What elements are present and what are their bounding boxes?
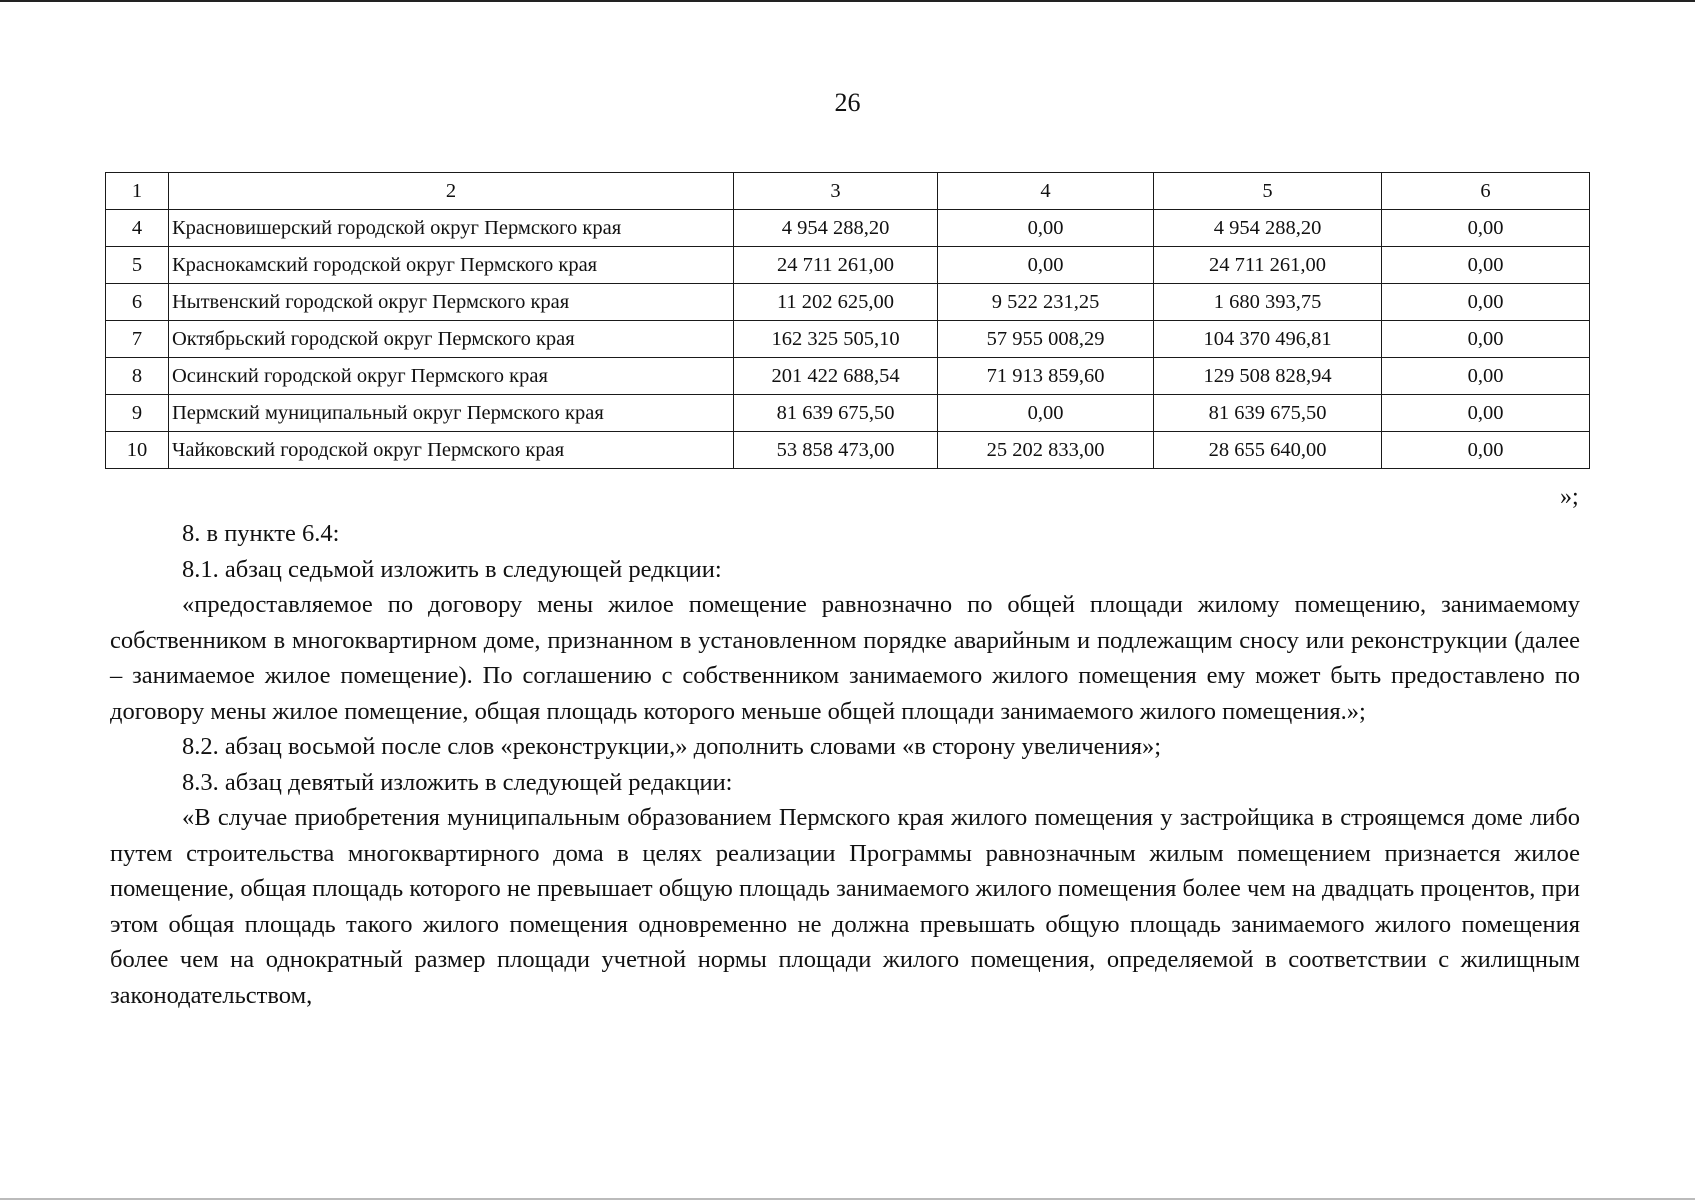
amount-cell: 81 639 675,50	[1154, 395, 1382, 432]
table-row	[106, 395, 1590, 432]
municipality-name: Октябрьский городской округ Пермского края	[169, 321, 734, 358]
table-row	[106, 432, 1590, 469]
header-cell: 5	[1154, 173, 1382, 210]
municipality-name: Краснокамский городской округ Пермского края	[169, 247, 734, 284]
amount-cell: 71 913 859,60	[938, 358, 1154, 395]
row-number: 9	[106, 395, 169, 432]
paragraph: 8.1. абзац седьмой изложить в следующей редкции:	[182, 555, 722, 583]
amount-cell: 0,00	[1382, 210, 1590, 247]
closing-quote: »;	[1560, 484, 1579, 510]
header-cell: 1	[106, 173, 169, 210]
page-number: 26	[834, 88, 861, 117]
paragraph: «В случае приобретения муниципальным образованием Пермского края жилого помещения у застройщика в строящемся доме либо путем строительства многоквартирного дома в целях реализации Программы равнозначным жилым помещением признается жилое помещение, общая площадь которого не превышает общую площадь занимаемого жилого помещения более чем на двадцать процентов, при этом общая площадь такого жилого помещения одновременно не должна превышать общую площадь занимаемого жилого помещения более чем на однократный размер площади учетной нормы площади жилого помещения, определяемой в соответствии с жилищным законодательством,	[110, 804, 1580, 1009]
municipality-name: Красновишерский городской округ Пермского края	[169, 210, 734, 247]
row-number: 5	[106, 247, 169, 284]
table-row	[106, 210, 1590, 247]
amount-cell: 9 522 231,25	[938, 284, 1154, 321]
paragraph: 8.2. абзац восьмой после слов «реконструкции,» дополнить словами «в сторону увеличения»;	[182, 733, 1162, 760]
amount-cell: 0,00	[1382, 358, 1590, 395]
amount-cell: 0,00	[938, 210, 1154, 247]
amount-cell: 81 639 675,50	[734, 395, 938, 432]
header-cell: 4	[938, 173, 1154, 210]
amount-cell: 0,00	[1382, 395, 1590, 432]
amount-cell: 53 858 473,00	[734, 432, 938, 469]
municipality-name: Нытвенский городской округ Пермского края	[169, 284, 734, 321]
table-row	[106, 284, 1590, 321]
amount-cell: 0,00	[938, 395, 1154, 432]
amount-cell: 24 711 261,00	[1154, 247, 1382, 284]
amount-cell: 25 202 833,00	[938, 432, 1154, 469]
row-number: 10	[106, 432, 169, 469]
table-header-row	[106, 173, 1590, 210]
amount-cell: 0,00	[1382, 432, 1590, 469]
data-table	[105, 172, 1590, 469]
row-number: 4	[106, 210, 169, 247]
amount-cell: 4 954 288,20	[734, 210, 938, 247]
paragraph: 8. в пункте 6.4:	[182, 520, 340, 547]
amount-cell: 4 954 288,20	[1154, 210, 1382, 247]
amount-cell: 129 508 828,94	[1154, 358, 1382, 395]
amount-cell: 24 711 261,00	[734, 247, 938, 284]
table-row	[106, 321, 1590, 358]
paragraph: 8.3. абзац девятый изложить в следующей редакции:	[182, 768, 733, 796]
amount-cell: 0,00	[1382, 321, 1590, 358]
row-number: 8	[106, 358, 169, 395]
header-cell: 6	[1382, 173, 1590, 210]
amount-cell: 0,00	[938, 247, 1154, 284]
header-cell: 3	[734, 173, 938, 210]
row-number: 7	[106, 321, 169, 358]
table-row	[106, 247, 1590, 284]
amount-cell: 162 325 505,10	[734, 321, 938, 358]
amount-cell: 57 955 008,29	[938, 321, 1154, 358]
municipality-name: Чайковский городской округ Пермского края	[169, 432, 734, 469]
amount-cell: 28 655 640,00	[1154, 432, 1382, 469]
amount-cell: 201 422 688,54	[734, 358, 938, 395]
amount-cell: 104 370 496,81	[1154, 321, 1382, 358]
header-cell: 2	[169, 173, 734, 210]
amount-cell: 0,00	[1382, 284, 1590, 321]
amount-cell: 1 680 393,75	[1154, 284, 1382, 321]
row-number: 6	[106, 284, 169, 321]
scan-edge-top	[0, 0, 1695, 2]
body-text	[110, 516, 1580, 1013]
municipality-name: Осинский городской округ Пермского края	[169, 358, 734, 395]
table-row	[106, 358, 1590, 395]
municipality-name: Пермский муниципальный округ Пермского края	[169, 395, 734, 432]
amount-cell: 0,00	[1382, 247, 1590, 284]
amount-cell: 11 202 625,00	[734, 284, 938, 321]
paragraph: «предоставляемое по договору мены жилое помещение равнозначно по общей площади жилому помещению, занимаемому собственником в многоквартирном доме, признанном в установленном порядке аварийным и подлежащим сносу или реконструкции (далее – занимаемое жилое помещение). По соглашению с собственником занимаемого жилого помещения ему может быть предоставлено по договору мены жилое помещение, общая площадь которого меньше общей площади занимаемого жилого помещения.»;	[110, 591, 1580, 725]
